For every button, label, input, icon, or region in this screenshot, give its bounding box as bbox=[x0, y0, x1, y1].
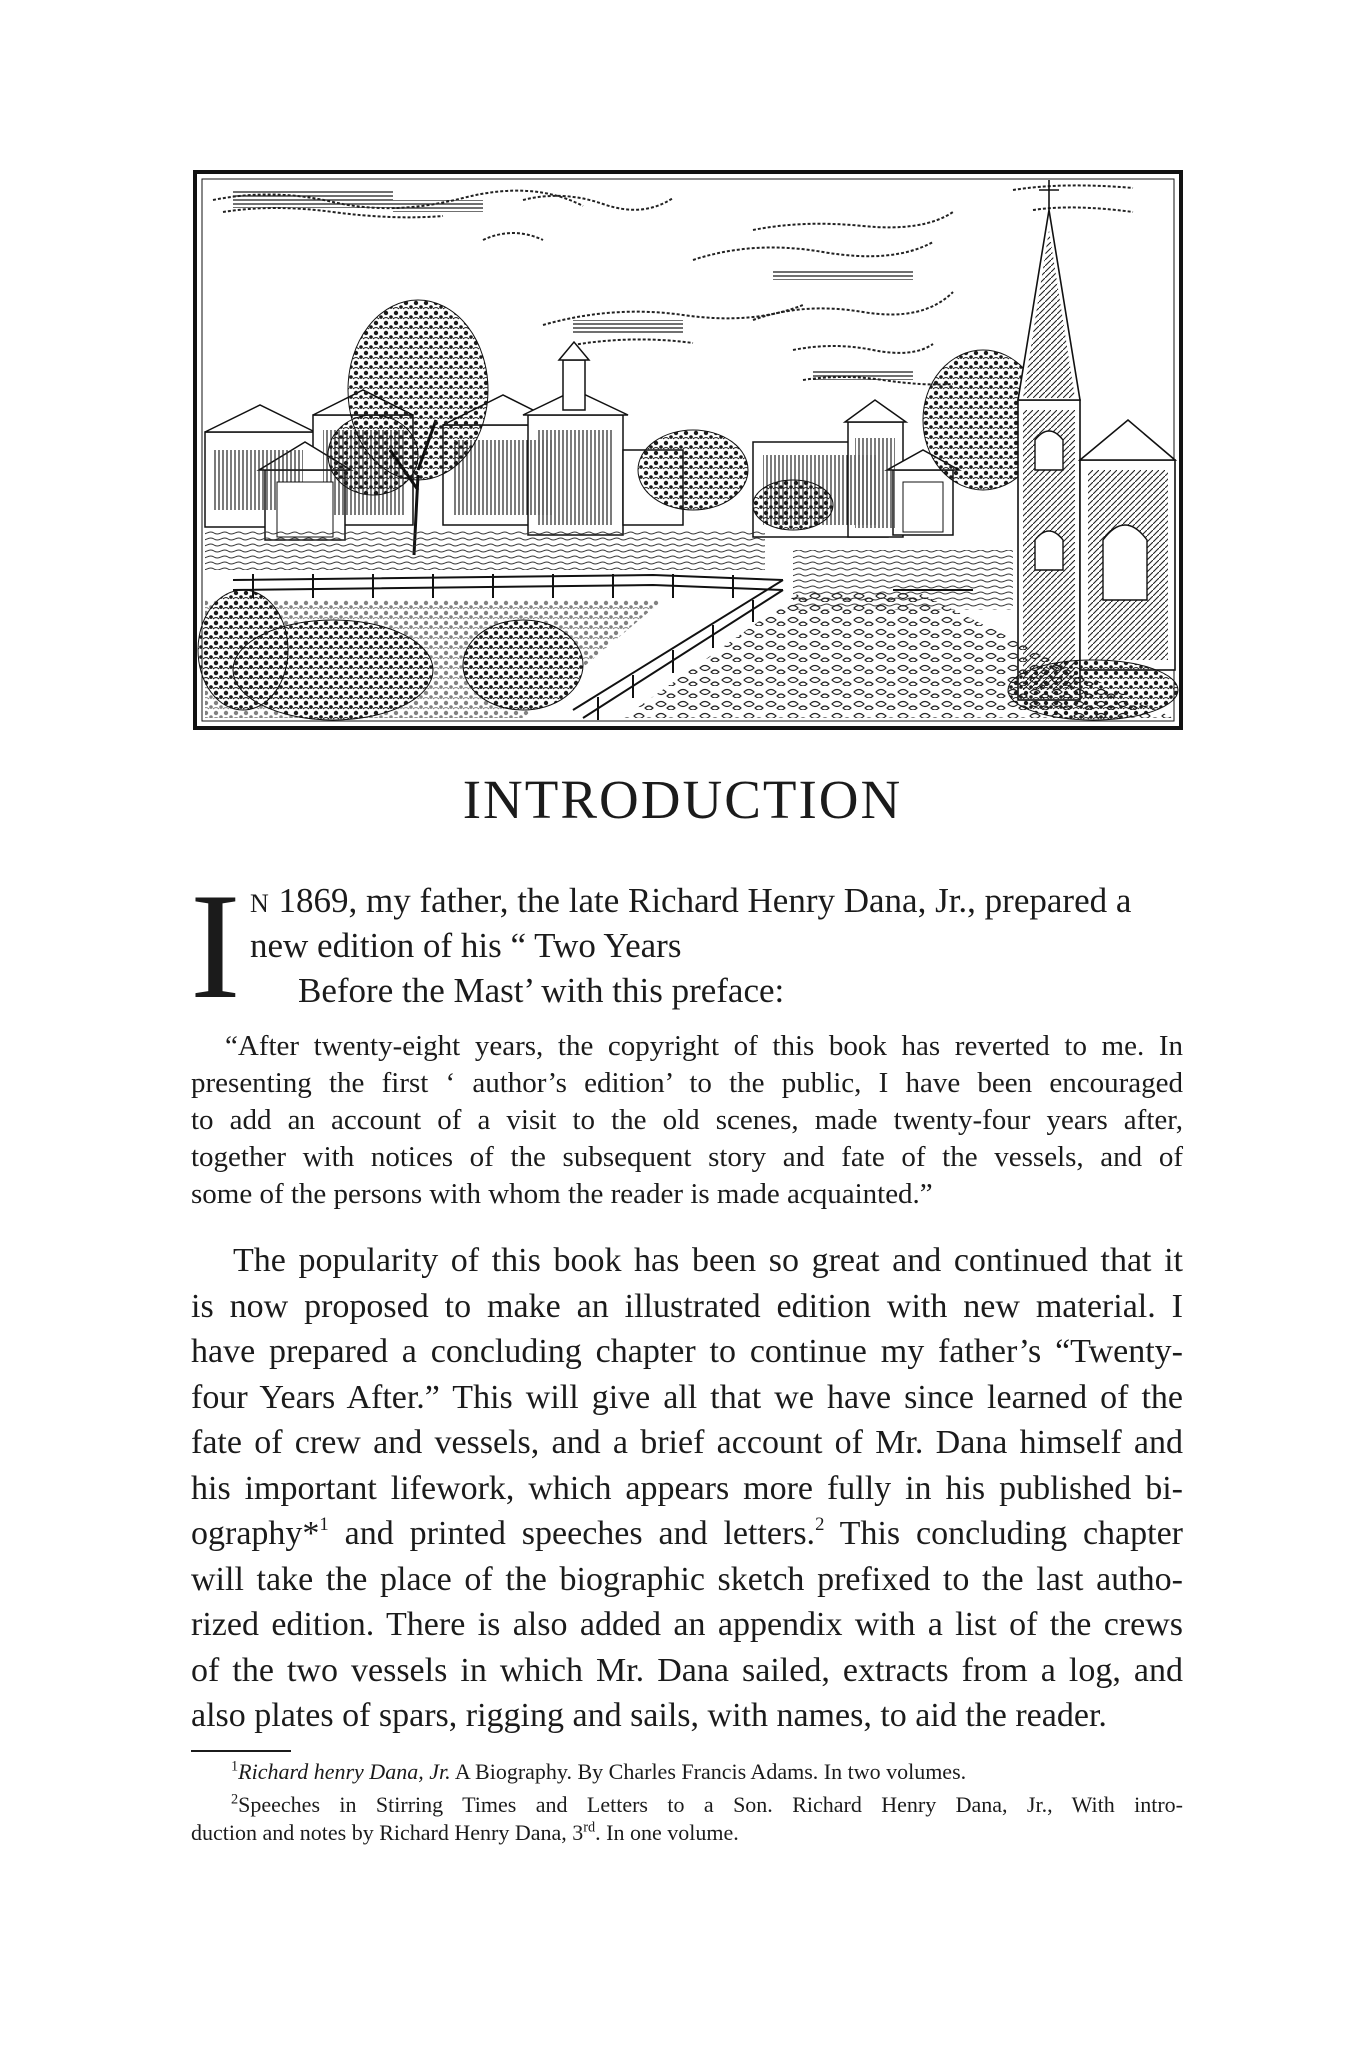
footnote-text: duction and notes by Richard Henry Dana, 3 bbox=[191, 1820, 584, 1845]
opening-line-text: 1869, my father, the late Richard Henry Dana, Jr., prepared a bbox=[269, 881, 1132, 920]
opening-paragraph bbox=[190, 862, 1180, 1030]
opening-line: new edition of his “ Two Years bbox=[250, 926, 682, 965]
campus-engraving-icon bbox=[193, 170, 1183, 730]
quote-line: some of the persons with whom the reader is made acquainted.” bbox=[191, 1178, 933, 1210]
paragraph-line: four Years After.” This will give all that we have since learned of the bbox=[191, 1378, 1183, 1416]
paragraph-line: will take the place of the biographic sketch prefixed to the last autho- bbox=[191, 1560, 1183, 1598]
footnote-1 bbox=[191, 1758, 1183, 1786]
footnote-text: . In one volume. bbox=[595, 1820, 739, 1845]
small-caps-letter: N bbox=[250, 889, 270, 918]
quote-line: together with notices of the subsequent story and fate of the vessels, and of bbox=[191, 1141, 1183, 1173]
opening-line: Before the Mast’ with this preface: bbox=[298, 971, 785, 1010]
line-text: ography* bbox=[191, 1515, 320, 1552]
footnote-italic-title: Richard henry Dana, Jr. bbox=[238, 1759, 451, 1784]
paragraph-line bbox=[191, 1511, 1183, 1557]
line-text: This concluding chapter bbox=[824, 1515, 1183, 1552]
paragraph-line: have prepared a concluding chapter to continue my father’s “Twenty- bbox=[191, 1333, 1183, 1370]
footnote-text: Speeches in Stirring Times and Letters to a Son. Richard Henry Dana, Jr., With intro- bbox=[238, 1792, 1183, 1817]
paragraph-line: rized edition. There is also added an appendix with a list of the crews bbox=[191, 1606, 1183, 1643]
paragraph-line: of the two vessels in which Mr. Dana sailed, extracts from a log, and bbox=[191, 1651, 1183, 1689]
footnote-2 bbox=[191, 1791, 1183, 1819]
preface-quote bbox=[191, 1028, 1183, 1213]
quote-line: “After twenty-eight years, the copyright of this book has reverted to me. In bbox=[225, 1030, 1183, 1062]
chapter-title: INTRODUCTION bbox=[462, 769, 903, 830]
quote-line: presenting the first ‘ author’s edition’ to the public, I have been encouraged bbox=[191, 1067, 1183, 1099]
ordinal-suffix: rd bbox=[583, 1819, 596, 1836]
campus-engraving-illustration bbox=[193, 170, 1183, 730]
main-paragraph bbox=[191, 1238, 1183, 1739]
paragraph-line: fate of crew and vessels, and a brief account of Mr. Dana himself and bbox=[191, 1424, 1183, 1461]
footnote-2-continued bbox=[191, 1819, 1183, 1847]
drop-cap: I bbox=[190, 862, 241, 1030]
footnote-divider bbox=[191, 1750, 291, 1752]
paragraph-line: The popularity of this book has been so great and continued that it bbox=[233, 1242, 1183, 1279]
paragraph-line: is now proposed to make an illustrated edition with new material. I bbox=[191, 1287, 1183, 1325]
opening-line bbox=[250, 878, 1131, 926]
footnote-text: A Biography. By Charles Francis Adams. In two volumes. bbox=[450, 1759, 967, 1784]
quote-line: to add an account of a visit to the old scenes, made twenty-four years after, bbox=[191, 1104, 1183, 1136]
footnote-marker: 1 bbox=[231, 1758, 239, 1775]
footnote-marker: 2 bbox=[231, 1791, 239, 1808]
footnote-ref-1[interactable]: 1 bbox=[319, 1513, 329, 1535]
paragraph-line: also plates of spars, rigging and sails, with names, to aid the reader. bbox=[191, 1697, 1107, 1734]
paragraph-line: his important lifework, which appears more fully in his published bi- bbox=[191, 1469, 1183, 1507]
footnotes bbox=[191, 1758, 1183, 1847]
line-text: and printed speeches and letters. bbox=[328, 1515, 816, 1552]
footnote-ref-2[interactable]: 2 bbox=[815, 1513, 825, 1535]
